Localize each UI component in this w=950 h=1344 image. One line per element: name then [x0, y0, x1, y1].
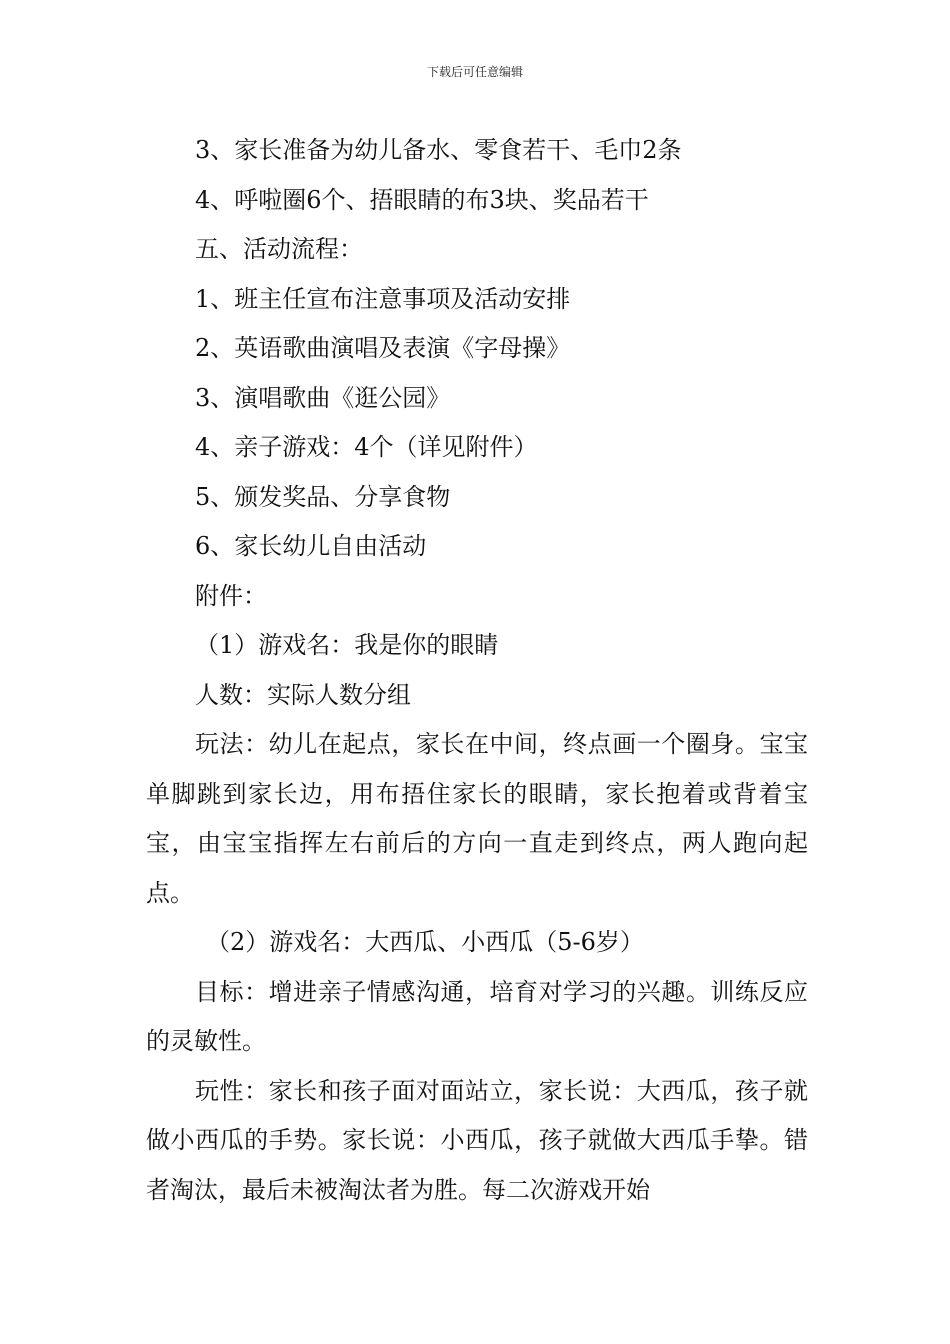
game2-rules: 玩性：家长和孩子面对面站立，家长说：大西瓜，孩子就做小西瓜的手势。家长说：小西瓜，孩子就做大西瓜手挚。错者淘汰，最后未被淘汰者为胜。每二次游戏开始: [146, 1076, 808, 1204]
section-heading: 五、活动流程：: [195, 235, 363, 263]
appendix-heading: 附件：: [195, 581, 267, 610]
game2-goal: 目标：增进亲子情感沟通，培育对学习的兴趣。训练反应的灵敏性。: [146, 977, 808, 1055]
list-item: 3、演唱歌曲《逛公园》: [195, 383, 451, 412]
game2-title: （2）游戏名：大西瓜、小西瓜（5-6岁）: [206, 928, 644, 956]
game1-rules: 玩法：幼儿在起点，家长在中间，终点画一个圈身。宝宝单脚跳到家长边，用布捂住家长的眼睛，家长抱着或背着宝宝，由宝宝指挥左右前后的方向一直走到终点，两人跑向起点。: [146, 730, 808, 907]
document-body: [146, 126, 808, 1215]
list-item: 4、亲子游戏：4个（详见附件）: [195, 433, 538, 461]
game1-people: 人数：实际人数分组: [195, 680, 411, 709]
list-item: 1、班主任宣布注意事项及活动安排: [195, 284, 571, 313]
list-item: 5、颁发奖品、分享食物: [195, 482, 451, 511]
list-item: 3、家长准备为幼儿备水、零食若干、毛巾2条: [195, 136, 682, 164]
list-item: 2、英语歌曲演唱及表演《字母操》: [195, 334, 571, 362]
list-item: 4、呼啦圈6个、捂眼睛的布3块、奖品若干: [195, 185, 649, 214]
list-item: 6、家长幼儿自由活动: [195, 532, 427, 560]
game1-title: （1）游戏名：我是你的眼睛: [195, 631, 499, 659]
page-header: 下载后可任意编辑: [426, 65, 523, 79]
